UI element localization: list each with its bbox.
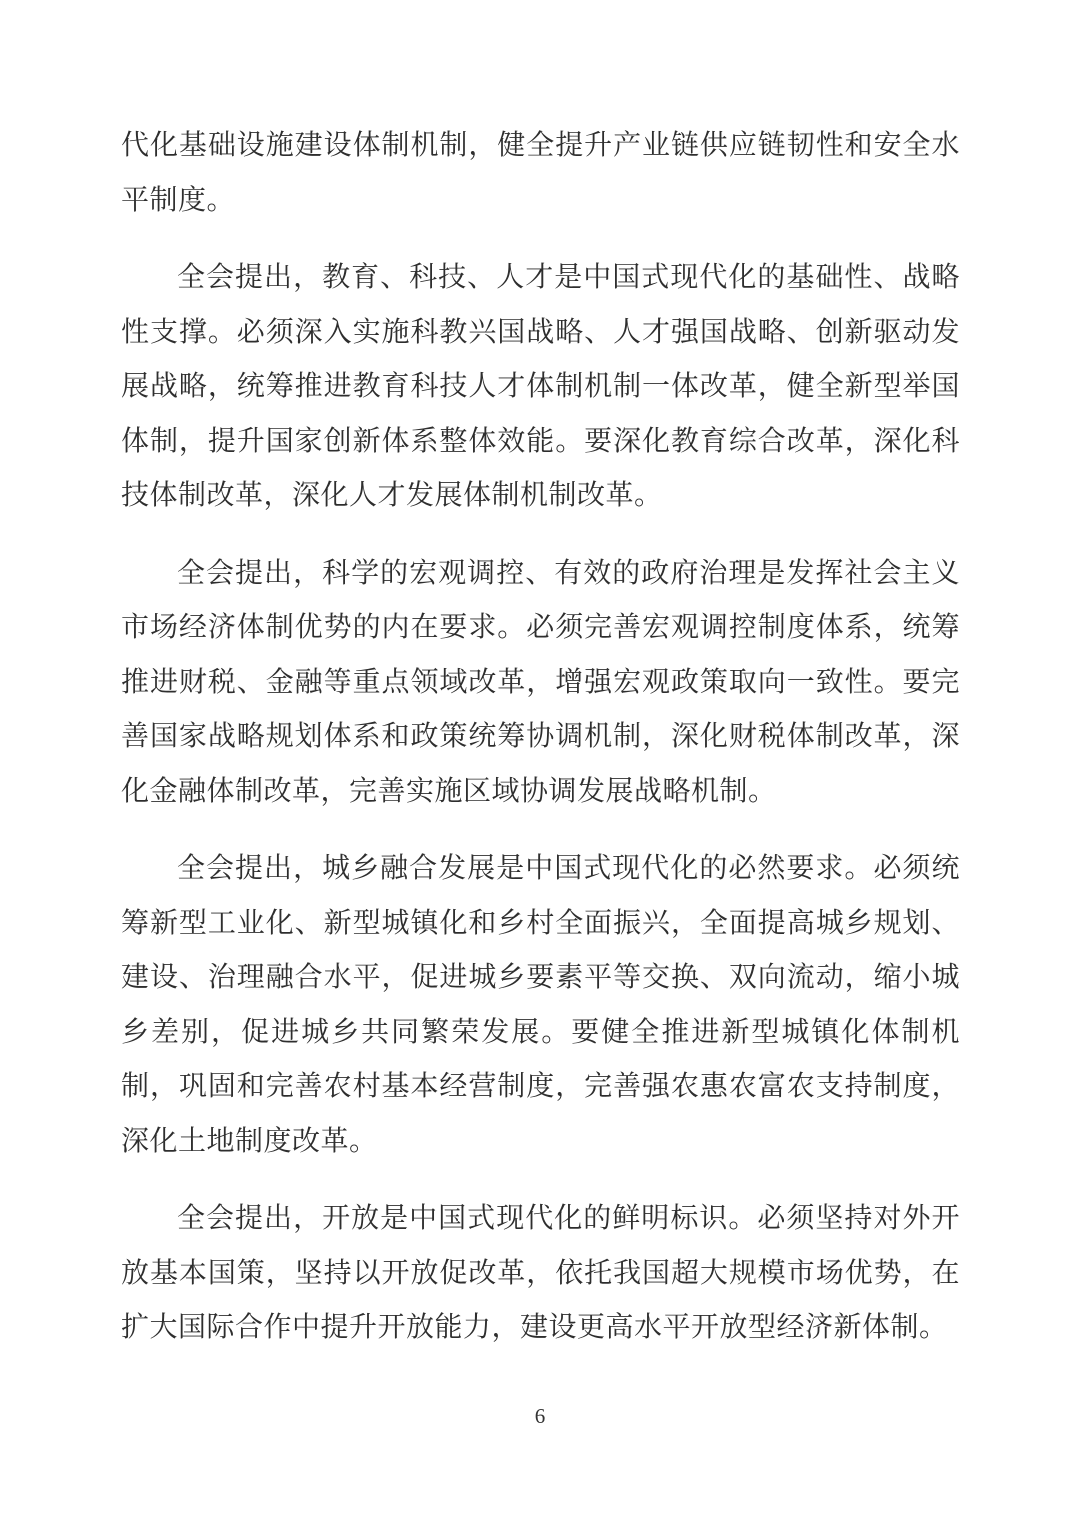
body-paragraph: 全会提出，教育、科技、人才是中国式现代化的基础性、战略性支撑。必须深入实施科教兴国战略、人才强国战略、创新驱动发展战略，统筹推进教育科技人才体制机制一体改革，健全新型举国体制，提升国家创新体系整体效能。要深化教育综合改革，深化科技体制改革，深化人才发展体制机制改革。	[121, 262, 960, 511]
body-paragraph: 代化基础设施建设体制机制，健全提升产业链供应链韧性和安全水平制度。	[121, 130, 960, 216]
page-body-text	[121, 119, 960, 1379]
page-footer	[0, 1404, 1080, 1429]
body-paragraph: 全会提出，科学的宏观调控、有效的政府治理是发挥社会主义市场经济体制优势的内在要求。必须完善宏观调控制度体系，统筹推进财税、金融等重点领域改革，增强宏观政策取向一致性。要完善国家战略规划体系和政策统筹协调机制，深化财税体制改革，深化金融体制改革，完善实施区域协调发展战略机制。	[121, 557, 960, 807]
body-paragraph: 全会提出，开放是中国式现代化的鲜明标识。必须坚持对外开放基本国策，坚持以开放促改革，依托我国超大规模市场优势，在扩大国际合作中提升开放能力，建设更高水平开放型经济新体制。	[121, 1203, 960, 1343]
page-number: 6	[534, 1404, 546, 1428]
body-paragraph: 全会提出，城乡融合发展是中国式现代化的必然要求。必须统筹新型工业化、新型城镇化和乡村全面振兴，全面提高城乡规划、建设、治理融合水平，促进城乡要素平等交换、双向流动，缩小城乡差别，促进城乡共同繁荣发展。要健全推进新型城镇化体制机制，巩固和完善农村基本经营制度，完善强农惠农富农支持制度，深化土地制度改革。	[121, 853, 960, 1157]
